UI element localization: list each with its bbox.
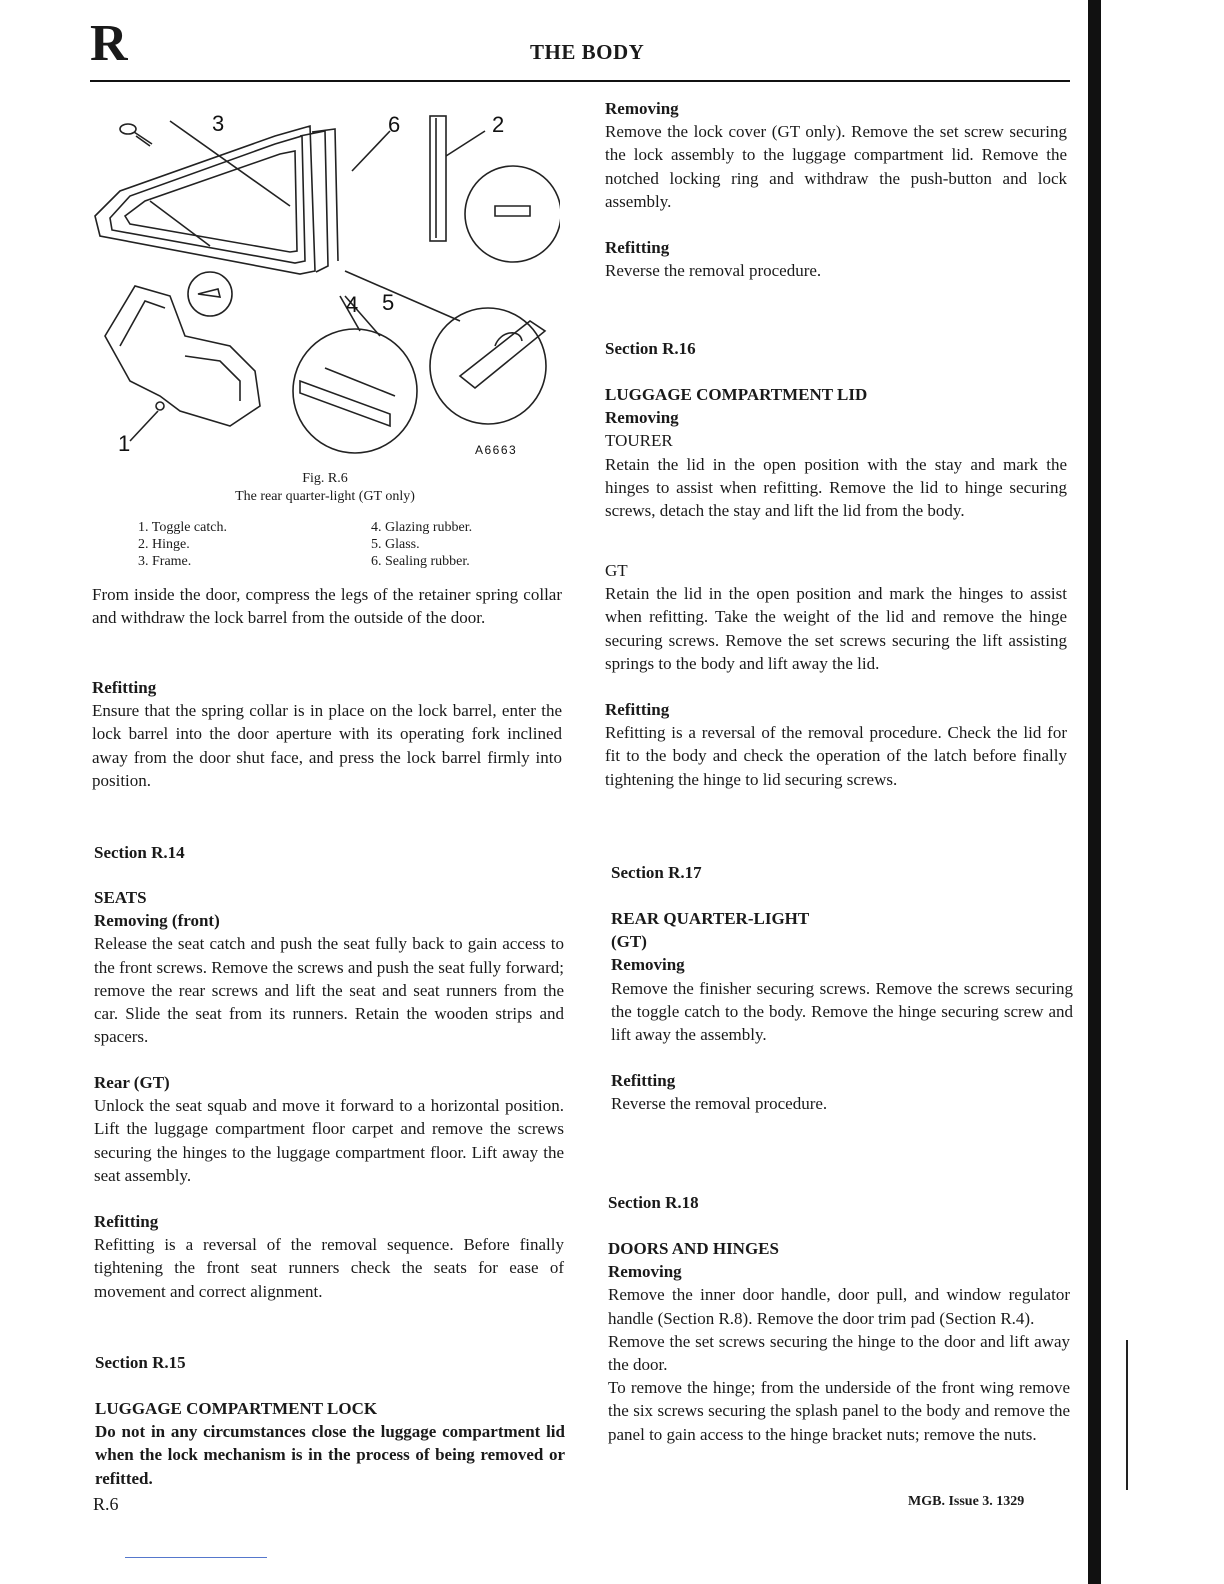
- callout-6: 6: [388, 112, 401, 137]
- section-letter: R: [90, 15, 128, 72]
- left-lock-removal: [92, 583, 562, 629]
- callout-3: 3: [212, 111, 225, 136]
- paragraph: To remove the hinge; from the underside of the front wing remove the six screws securing the splash panel to the body and remove the panel to gain access to the hinge bracket nuts; remove the nuts.: [608, 1378, 1070, 1444]
- legend-item: 5. Glass.: [371, 537, 420, 552]
- paragraph: Retain the lid in the open position with the stay and mark the hinges to assist when refitting. Remove the lid to hinge securing screws, detach the stay and lift the lid from the body.: [605, 454, 1067, 521]
- scan-edge-bar: [1088, 0, 1101, 1584]
- paragraph: Reverse the removal procedure.: [605, 261, 822, 281]
- subheading: Refitting: [605, 700, 670, 719]
- figure-legend-left: [138, 519, 227, 570]
- subheading: Rear (GT): [94, 1073, 170, 1092]
- right-lock-refit: [605, 236, 1067, 282]
- paragraph: Remove the inner door handle, door pull, and window regulator handle (Section R.8). Remove the door trim pad (Section R.4).: [608, 1285, 1070, 1328]
- section-title: SEATS: [94, 888, 147, 907]
- paragraph: Remove the finisher securing screws. Remove the screws securing the toggle catch to the body. Remove the hinge securing screw and lift away the assembly.: [611, 978, 1073, 1045]
- paragraph: Unlock the seat squab and move it forward to a horizontal position. Lift the luggage compartment floor carpet and remove the screws securing the hinges to the luggage compartment floor. Lift away the seat assembly.: [94, 1096, 564, 1185]
- legend-item: 6. Sealing rubber.: [371, 554, 470, 569]
- subheading: Removing: [605, 408, 679, 428]
- toggle-catch-hinge: [105, 286, 260, 426]
- subheading-gt: GT: [605, 561, 628, 580]
- section-r16-body: [605, 383, 1067, 522]
- paragraph: Ensure that the spring collar is in place on the lock barrel, enter the lock barrel into the door aperture with its operating fork inclined away from the door shut face, and press the lock barrel firmly into position.: [92, 701, 562, 790]
- publication-info: MGB. Issue 3. 1329: [908, 1494, 1025, 1509]
- subheading: Removing: [605, 99, 679, 118]
- section-heading: Section R.18: [608, 1193, 699, 1212]
- scan-artifact-line: [125, 1557, 267, 1558]
- legend-item: 2. Hinge.: [138, 537, 190, 552]
- section-r17: [611, 861, 1073, 884]
- legend-item: 4. Glazing rubber.: [371, 520, 473, 535]
- section-title: LUGGAGE COMPARTMENT LOCK: [95, 1399, 378, 1418]
- paragraph: Refitting is a reversal of the removal procedure. Check the lid for fit to the body and check the operation of the latch before finally tightening the hinge to lid securing screws.: [605, 723, 1067, 789]
- legend-item: 1. Toggle catch.: [138, 520, 227, 535]
- figure-code: A6663: [475, 443, 518, 457]
- figure-caption: The rear quarter-light (GT only): [235, 489, 415, 504]
- paragraph: Reverse the removal procedure.: [611, 1094, 828, 1114]
- section-heading: Section R.16: [605, 339, 696, 358]
- section-r16-refit: [605, 698, 1067, 791]
- right-lock: [605, 97, 1067, 213]
- subheading: Refitting: [605, 238, 670, 257]
- section-r17-body: [611, 907, 1073, 1046]
- subheading: Refitting: [611, 1071, 676, 1090]
- paragraph: Release the seat catch and push the seat fully back to gain access to the front screws. Remove the screws and push the seat fully forward; remove the rear screws and lift the seat and seat runners from the car. Slide the seat from its runners. Retain the wooden strips and spacers.: [94, 934, 564, 1047]
- section-r16-gt: [605, 559, 1067, 675]
- screw-icon: [120, 124, 152, 146]
- callout-2: 2: [492, 112, 505, 137]
- subheading: Refitting: [94, 1212, 159, 1231]
- section-title-sub: (GT): [611, 932, 647, 952]
- header-rule: [90, 80, 1070, 82]
- subheading: Removing (front): [94, 911, 220, 931]
- paragraph: Remove the set screws securing the hinge to the door and lift away the door.: [608, 1331, 1070, 1375]
- scan-edge-line: [1126, 1340, 1128, 1490]
- section-r18-body: [608, 1237, 1070, 1446]
- section-r14-refit: [94, 1210, 564, 1303]
- section-heading: Section R.14: [94, 843, 185, 862]
- paragraph: Retain the lid in the open position and mark the hinges to assist when refitting. Take the weight of the lid and remove the hinge securing screws. Remove the set screws securing the lift assisting springs to the body and lift away the lid.: [605, 584, 1067, 673]
- paragraph: Refitting is a reversal of the removal sequence. Before finally tightening the front seat runners check the seats for ease of movement and correct alignment.: [94, 1235, 564, 1301]
- legend-item: 3. Frame.: [138, 554, 192, 569]
- subheading: Removing: [611, 955, 685, 975]
- section-r15: [95, 1351, 565, 1374]
- left-refitting: [92, 676, 562, 792]
- section-r17-refit: [611, 1069, 1073, 1115]
- figure-legend-right: [371, 519, 472, 570]
- callout-4: 4: [346, 292, 359, 317]
- section-title: LUGGAGE COMPARTMENT LID: [605, 385, 868, 404]
- warning-text: Do not in any circumstances close the luggage compartment lid when the lock mechanism is in the process of being removed or refitted.: [95, 1422, 565, 1488]
- refitting-heading: Refitting: [92, 678, 157, 697]
- section-r14-rear: [94, 1071, 564, 1187]
- page-number: R.6: [93, 1494, 119, 1514]
- subheading-tourer: TOURER: [605, 431, 673, 451]
- section-r14: [94, 841, 564, 864]
- section-title: DOORS AND HINGES: [608, 1239, 779, 1258]
- page-title: THE BODY: [530, 40, 645, 64]
- section-heading: Section R.15: [95, 1353, 186, 1372]
- section-r15-body: [95, 1397, 565, 1490]
- figure-rear-quarter-light: [90, 96, 560, 466]
- callout-1: 1: [118, 431, 131, 456]
- section-heading: Section R.17: [611, 863, 702, 882]
- section-r16: [605, 337, 1067, 360]
- figure-label: Fig. R.6: [302, 471, 348, 486]
- section-r18: [608, 1191, 1070, 1214]
- callout-5: 5: [382, 290, 395, 315]
- paragraph: From inside the door, compress the legs of the retainer spring collar and withdraw the lock barrel from the outside of the door.: [92, 585, 562, 628]
- section-title: REAR QUARTER-LIGHT: [611, 909, 810, 928]
- subheading: Removing: [608, 1262, 682, 1282]
- paragraph: Remove the lock cover (GT only). Remove the set screw securing the lock assembly to the luggage compartment lid. Remove the notched locking ring and withdraw the push-button and lock assembly.: [605, 122, 1067, 211]
- section-r14-body: [94, 886, 564, 1048]
